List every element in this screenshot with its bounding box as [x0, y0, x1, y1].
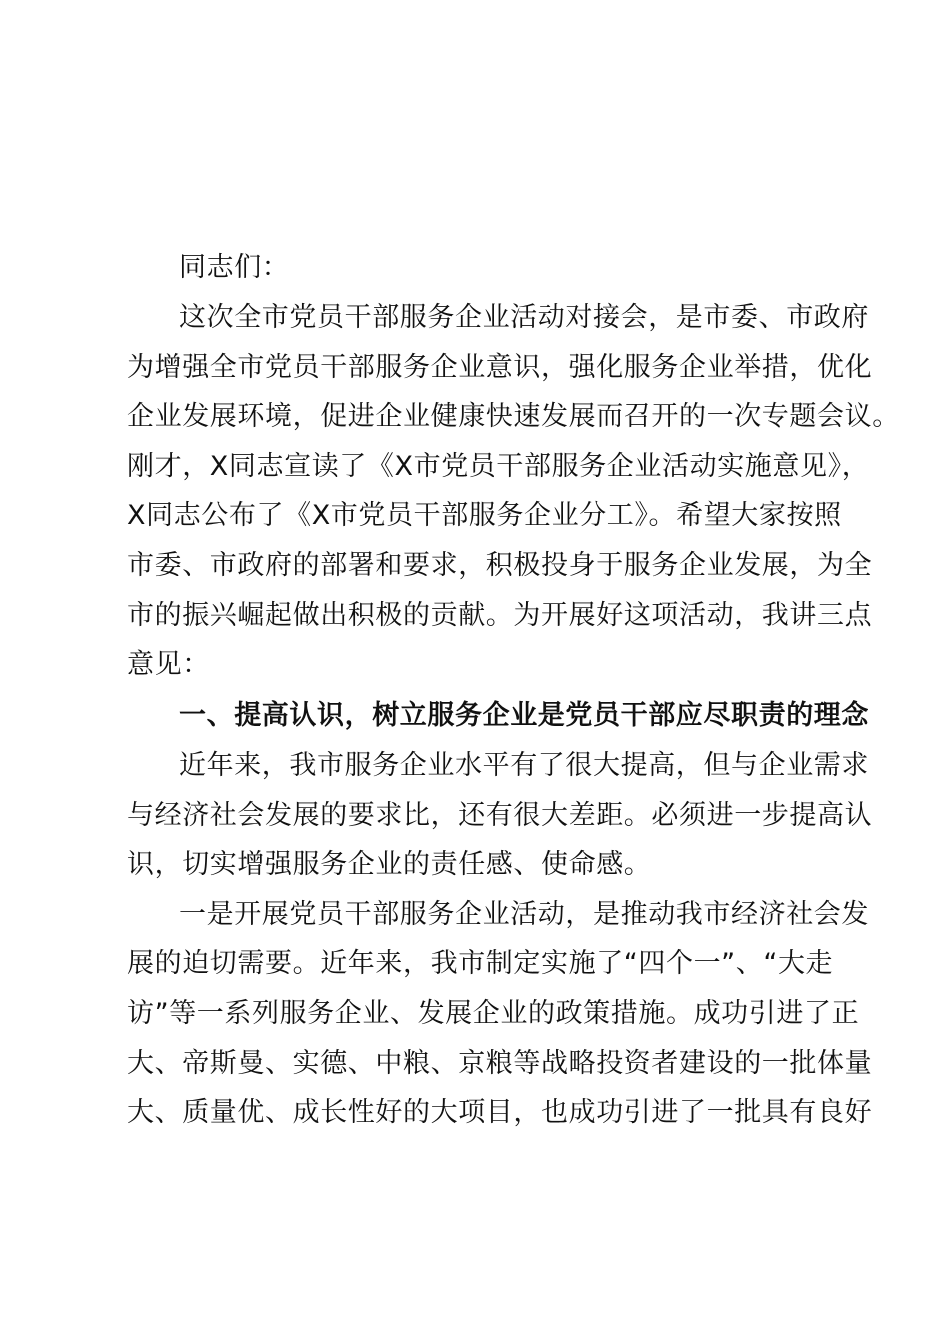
paragraph-line: 识，切实增强服务企业的责任感、使命感。 — [127, 849, 652, 880]
paragraph-line: 大、质量优、成长性好的大项目，也成功引进了一批具有良好 — [127, 1097, 873, 1128]
paragraph-line: 这次全市党员干部服务企业活动对接会，是市委、市政府 — [179, 302, 869, 333]
paragraph-line: X同志公布了《X市党员干部服务企业分工》。希望大家按照 — [127, 500, 842, 531]
paragraph-line: 与经济社会发展的要求比，还有很大差距。必须进一步提高认 — [127, 800, 873, 831]
paragraph-line: 市委、市政府的部署和要求，积极投身于服务企业发展，为全 — [127, 550, 873, 581]
salutation: 同志们： — [179, 252, 290, 283]
paragraph-line: 市的振兴崛起做出积极的贡献。为开展好这项活动，我讲三点 — [127, 600, 873, 631]
paragraph-line: 访”等一系列服务企业、发展企业的政策措施。成功引进了正 — [127, 998, 860, 1029]
paragraph-line: 为增强全市党员干部服务企业意识，强化服务企业举措，优化 — [127, 352, 873, 383]
paragraph-line: 一是开展党员干部服务企业活动，是推动我市经济社会发 — [179, 899, 869, 930]
paragraph-line: 意见： — [127, 649, 210, 680]
paragraph-line: 大、帝斯曼、实德、中粮、京粮等战略投资者建设的一批体量 — [127, 1048, 873, 1079]
paragraph-line: 展的迫切需要。近年来，我市制定实施了“四个一”、“大走 — [127, 948, 834, 979]
paragraph-line: 刚才，X同志宣读了《X市党员干部服务企业活动实施意见》， — [127, 451, 870, 482]
section-heading: 一、提高认识，树立服务企业是党员干部应尽职责的理念 — [179, 700, 869, 731]
paragraph-line: 近年来，我市服务企业水平有了很大提高，但与企业需求 — [179, 750, 869, 781]
paragraph-line: 企业发展环境，促进企业健康快速发展而召开的一次专题会议。 — [127, 401, 900, 432]
